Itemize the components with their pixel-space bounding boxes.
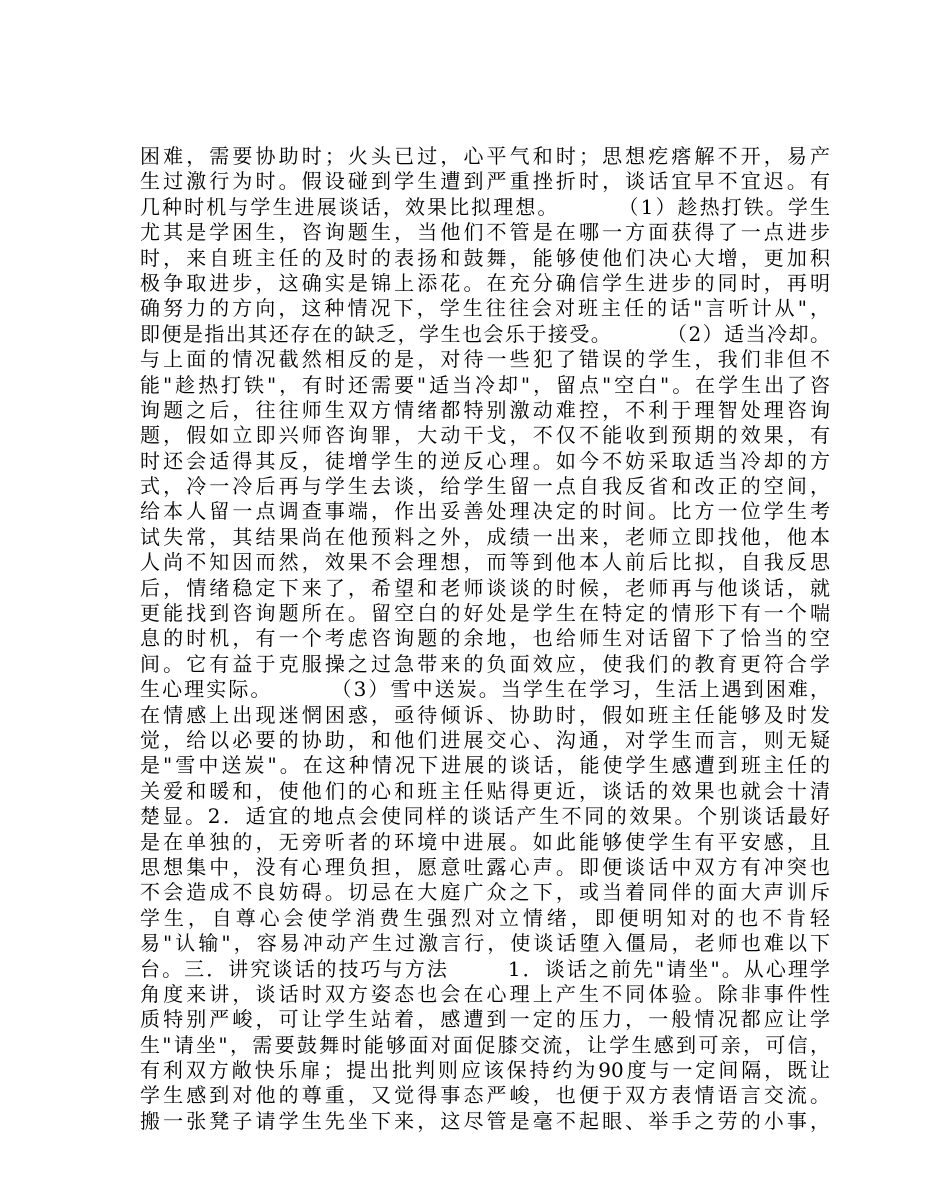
text-line: 几种时机与学生进展谈话，效果比拟理想。 （1）趁热打铁。学生 xyxy=(140,194,830,219)
text-line: 时还会适得其反，徒增学生的逆反心理。如今不妨采取适当冷却的方 xyxy=(140,448,830,473)
text-line: 觉，给以必要的协助，和他们进展交心、沟通，对学生而言，则无疑 xyxy=(140,727,830,752)
text-line: 台。三．讲究谈话的技巧与方法 1．谈话之前先"请坐"。从心理学 xyxy=(140,956,830,981)
text-line: 息的时机，有一个考虑咨询题的余地，也给师生对话留下了恰当的空 xyxy=(140,626,830,651)
text-line: 更能找到咨询题所在。留空白的好处是学生在特定的情形下有一个喘 xyxy=(140,601,830,626)
text-line: 在情感上出现迷惘困惑，亟待倾诉、协助时，假如班主任能够及时发 xyxy=(140,702,830,727)
text-line: 给本人留一点调查事端，作出妥善处理决定的时间。比方一位学生考 xyxy=(140,499,830,524)
text-line: 人尚不知因而然，效果不会理想，而等到他本人前后比拟，自我反思 xyxy=(140,550,830,575)
text-line: 有利双方敞快乐扉；提出批判则应该保持约为90度与一定间隔，既让 xyxy=(140,1058,830,1083)
text-line: 学生感到对他的尊重，又觉得事态严峻，也便于双方表情语言交流。 xyxy=(140,1083,830,1108)
text-line: 角度来讲，谈话时双方姿态也会在心理上产生不同体验。除非事件性 xyxy=(140,981,830,1006)
text-line: 即便是指出其还存在的缺乏，学生也会乐于接受。 （2）适当冷却。 xyxy=(140,321,830,346)
text-line: 不会造成不良妨碍。切忌在大庭广众之下，或当着同伴的面大声训斥 xyxy=(140,880,830,905)
text-line: 式，冷一冷后再与学生去谈，给学生留一点自我反省和改正的空间， xyxy=(140,474,830,499)
text-line: 后，情绪稳定下来了，希望和老师谈谈的时候，老师再与他谈话，就 xyxy=(140,575,830,600)
text-line: 试失常，其结果尚在他预料之外，成绩一出来，老师立即找他，他本 xyxy=(140,524,830,549)
text-line: 质特别严峻，可让学生站着，感遭到一定的压力，一般情况都应让学 xyxy=(140,1007,830,1032)
text-line: 搬一张凳子请学生先坐下来，这尽管是毫不起眼、举手之劳的小事， xyxy=(140,1108,830,1133)
text-line: 能"趁热打铁"，有时还需要"适当冷却"，留点"空白"。在学生出了咨 xyxy=(140,372,830,397)
text-line: 生"请坐"，需要鼓舞时能够面对面促膝交流，让学生感到可亲，可信， xyxy=(140,1032,830,1057)
text-line: 确努力的方向，这种情况下，学生往往会对班主任的话"言听计从"， xyxy=(140,296,830,321)
text-line: 尤其是学困生，咨询题生，当他们不管是在哪一方面获得了一点进步 xyxy=(140,220,830,245)
text-line: 题，假如立即兴师咨询罪，大动干戈，不仅不能收到预期的效果，有 xyxy=(140,423,830,448)
text-line: 楚显。2．适宜的地点会使同样的谈话产生不同的效果。个别谈话最好 xyxy=(140,804,830,829)
text-line: 生心理实际。 （3）雪中送炭。当学生在学习，生活上遇到困难， xyxy=(140,677,830,702)
text-line: 是"雪中送炭"。在这种情况下进展的谈话，能使学生感遭到班主任的 xyxy=(140,753,830,778)
text-line: 生过激行为时。假设碰到学生遭到严重挫折时，谈话宜早不宜迟。有 xyxy=(140,169,830,194)
text-line: 思想集中，没有心理负担，愿意吐露心声。即便谈话中双方有冲突也 xyxy=(140,854,830,879)
text-line: 困难，需要协助时；火头已过，心平气和时；思想疙瘩解不开，易产 xyxy=(140,144,830,168)
text-line: 极争取进步，这确实是锦上添花。在充分确信学生进步的同时，再明 xyxy=(140,270,830,295)
text-line: 时，来自班主任的及时的表扬和鼓舞，能够使他们决心大增，更加积 xyxy=(140,245,830,270)
text-line: 询题之后，往往师生双方情绪都特别激动难控，不利于理智处理咨询 xyxy=(140,397,830,422)
text-line: 是在单独的，无旁听者的环境中进展。如此能够使学生有平安感，且 xyxy=(140,829,830,854)
text-line: 学生，自尊心会使学消费生强烈对立情绪，即便明知对的也不肯轻 xyxy=(140,905,830,930)
body-text xyxy=(140,144,830,1134)
text-line: 间。它有益于克服操之过急带来的负面效应，使我们的教育更符合学 xyxy=(140,651,830,676)
text-line: 易"认输"，容易冲动产生过激言行，使谈话堕入僵局，老师也难以下 xyxy=(140,931,830,956)
text-line: 关爱和暖和，使他们的心和班主任贴得更近，谈话的效果也就会十清 xyxy=(140,778,830,803)
text-line: 与上面的情况截然相反的是，对待一些犯了错误的学生，我们非但不 xyxy=(140,347,830,372)
